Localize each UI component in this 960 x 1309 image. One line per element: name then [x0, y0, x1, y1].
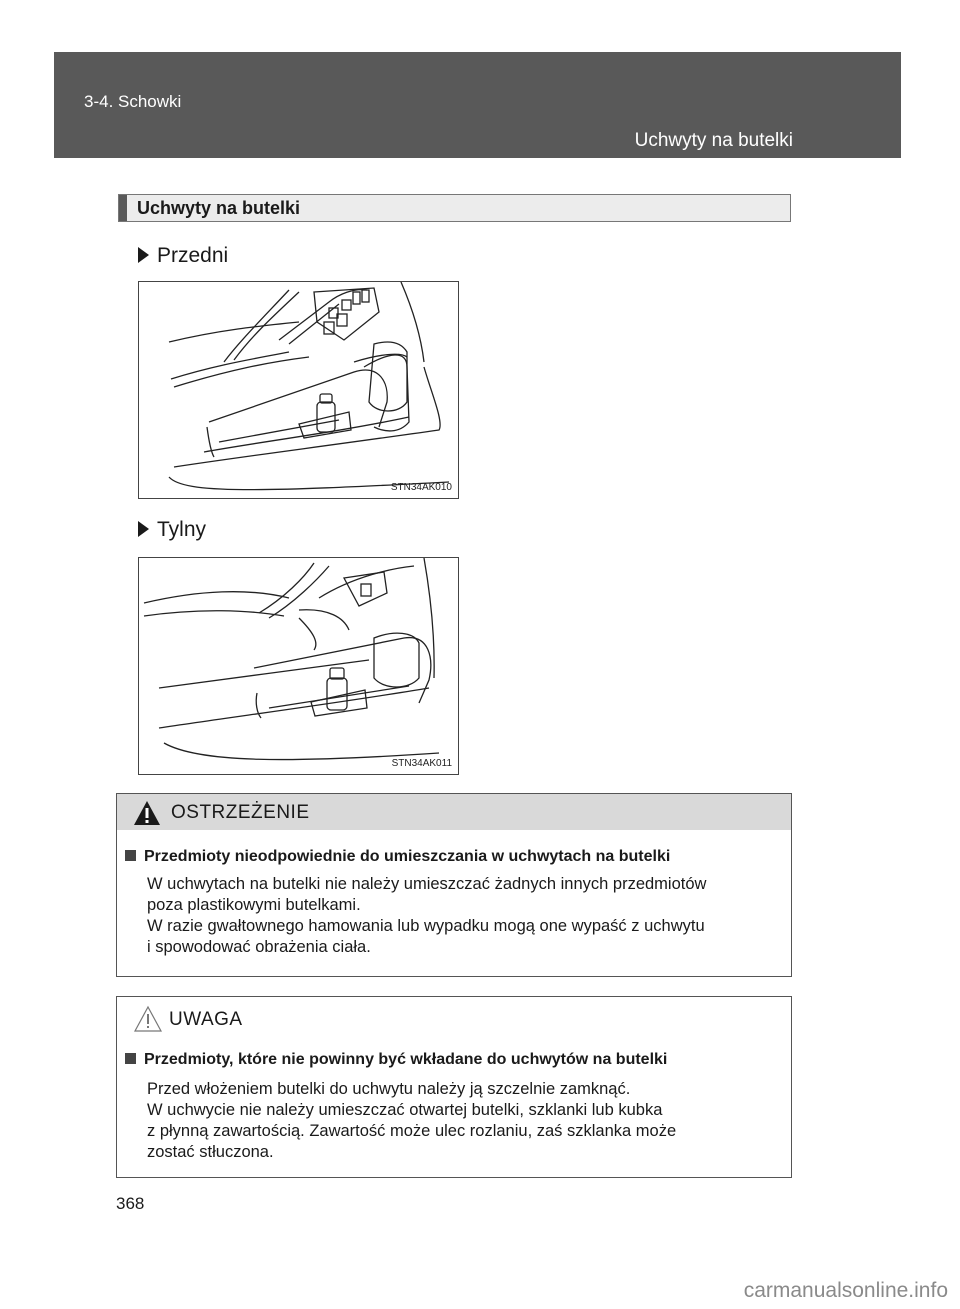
- triangle-bullet-icon: [138, 521, 149, 537]
- body-line: W razie gwałtownego hamowania lub wypadku mogą one wypaść z uchwytu: [147, 917, 705, 935]
- body-line: z płynną zawartością. Zawartość może ulec rozlaniu, zaś szklanka może: [147, 1122, 677, 1140]
- warning-body: [147, 874, 771, 958]
- rear-label: Tylny: [138, 518, 206, 542]
- topic-label: Uchwyty na butelki: [634, 130, 793, 151]
- body-line: zostać stłuczona.: [147, 1143, 274, 1161]
- warning-box: [116, 793, 792, 977]
- caution-body: [147, 1079, 771, 1163]
- body-line: poza plastikowymi butelkami.: [147, 896, 361, 914]
- page-number: 368: [116, 1194, 145, 1213]
- warning-heading: OSTRZEŻENIE: [171, 802, 310, 823]
- body-line: W uchwycie nie należy umieszczać otwartej butelki, szklanki lub kubka: [147, 1101, 663, 1119]
- page-header: [54, 52, 901, 158]
- watermark: carmanualsonline.info: [743, 1279, 948, 1302]
- warning-icon: [133, 800, 161, 826]
- triangle-bullet-icon: [138, 247, 149, 263]
- caution-box: [116, 996, 792, 1178]
- figure-code: STN34AK011: [391, 758, 452, 769]
- caution-heading: UWAGA: [169, 1009, 243, 1030]
- front-door-illustration: [139, 282, 458, 498]
- rear-door-illustration: [139, 558, 458, 774]
- front-label: Przedni: [138, 244, 228, 268]
- warning-header: [117, 794, 791, 830]
- caution-icon: [133, 1005, 163, 1033]
- section-title: Uchwyty na butelki: [137, 198, 301, 218]
- title-marker: [119, 195, 127, 221]
- square-bullet-icon: [125, 1053, 136, 1064]
- square-bullet-icon: [125, 850, 136, 861]
- warning-subheading: Przedmioty nieodpowiednie do umieszczania w uchwytach na butelki: [125, 848, 670, 866]
- body-line: Przed włożeniem butelki do uchwytu należy ją szczelnie zamknąć.: [147, 1080, 631, 1098]
- front-holder-figure: [138, 281, 459, 499]
- figure-code: STN34AK010: [390, 482, 452, 493]
- section-title-bar: [118, 194, 791, 222]
- section-label: 3-4. Schowki: [84, 92, 182, 111]
- body-line: W uchwytach na butelki nie należy umieszczać żadnych innych przedmiotów: [147, 875, 707, 893]
- rear-holder-figure: [138, 557, 459, 775]
- body-line: i spowodować obrażenia ciała.: [147, 938, 371, 956]
- caution-subheading: Przedmioty, które nie powinny być wkładane do uchwytów na butelki: [125, 1051, 667, 1069]
- caution-header: [117, 997, 791, 1037]
